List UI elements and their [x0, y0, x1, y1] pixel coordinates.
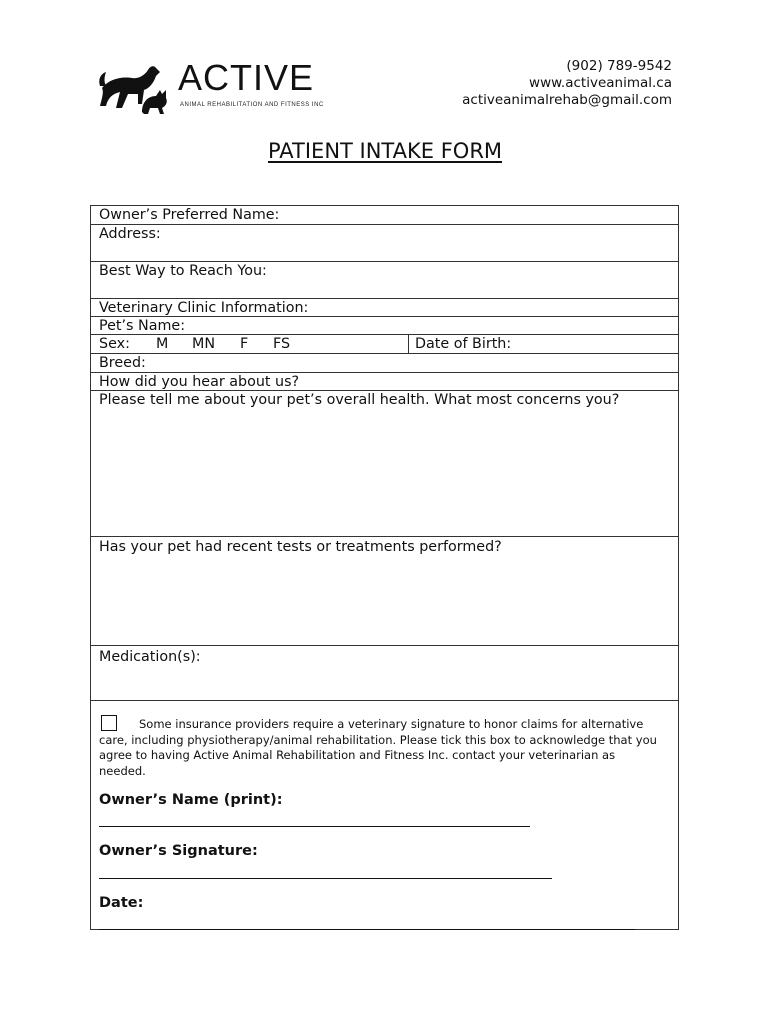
sex-option-m[interactable]: M [156, 336, 169, 352]
dog-and-cat-logo-icon [98, 62, 176, 116]
address-label: Address: [99, 226, 161, 242]
heard-label: How did you hear about us? [99, 374, 300, 390]
consent-block [99, 715, 659, 779]
cell-divider [408, 335, 409, 353]
owner-name-line[interactable] [99, 826, 530, 827]
owner-signature-line[interactable] [99, 878, 552, 879]
clinic-label: Veterinary Clinic Information: [99, 300, 309, 316]
preferred-name-field[interactable] [91, 206, 678, 225]
date-label: Date: [99, 895, 144, 911]
reach-field[interactable] [91, 262, 678, 299]
owner-signature-label: Owner’s Signature: [99, 843, 258, 859]
tests-field[interactable] [91, 537, 678, 646]
breed-field[interactable] [91, 354, 678, 373]
medications-field[interactable] [91, 646, 678, 701]
contact-info [462, 58, 672, 109]
date-line[interactable] [99, 929, 635, 930]
brand-tagline: ANIMAL REHABILITATION AND FITNESS INC [180, 102, 324, 108]
breed-label: Breed: [99, 355, 146, 371]
medications-label: Medication(s): [99, 649, 201, 665]
consent-checkbox[interactable] [101, 715, 117, 731]
address-field[interactable] [91, 225, 678, 262]
reach-label: Best Way to Reach You: [99, 263, 267, 279]
clinic-field[interactable] [91, 299, 678, 317]
sex-dob-row [91, 335, 678, 354]
tests-label: Has your pet had recent tests or treatments performed? [99, 539, 502, 555]
logo [98, 57, 324, 116]
health-field[interactable] [91, 391, 678, 537]
email-link[interactable]: activeanimalrehab@gmail.com [462, 92, 672, 108]
sex-option-fs[interactable]: FS [273, 336, 291, 352]
pet-name-field[interactable] [91, 317, 678, 335]
sex-option-mn[interactable]: MN [192, 336, 216, 352]
sex-option-f[interactable]: F [240, 336, 249, 352]
phone-number: (902) 789-9542 [566, 58, 672, 74]
pet-name-label: Pet’s Name: [99, 318, 186, 334]
heard-field[interactable] [91, 373, 678, 391]
brand-name: ACTIVE [178, 57, 315, 98]
dob-label[interactable]: Date of Birth: [415, 336, 512, 352]
page-title: PATIENT INTAKE FORM [267, 139, 503, 163]
health-label: Please tell me about your pet’s overall health. What most concerns you? [99, 392, 620, 408]
website-link[interactable]: www.activeanimal.ca [529, 75, 672, 91]
intake-form [90, 205, 679, 930]
owner-name-label: Owner’s Name (print): [99, 792, 283, 808]
preferred-name-label: Owner’s Preferred Name: [99, 207, 280, 223]
sex-label: Sex: [99, 336, 130, 352]
consent-text: Some insurance providers require a veterinary signature to honor claims for alternative care, including physiotherapy/animal rehabilitation. Please tick this box to acknowledge that you agree to having Active Animal Rehabilitation and Fitness Inc. contact your veterinarian as needed. [99, 717, 657, 778]
